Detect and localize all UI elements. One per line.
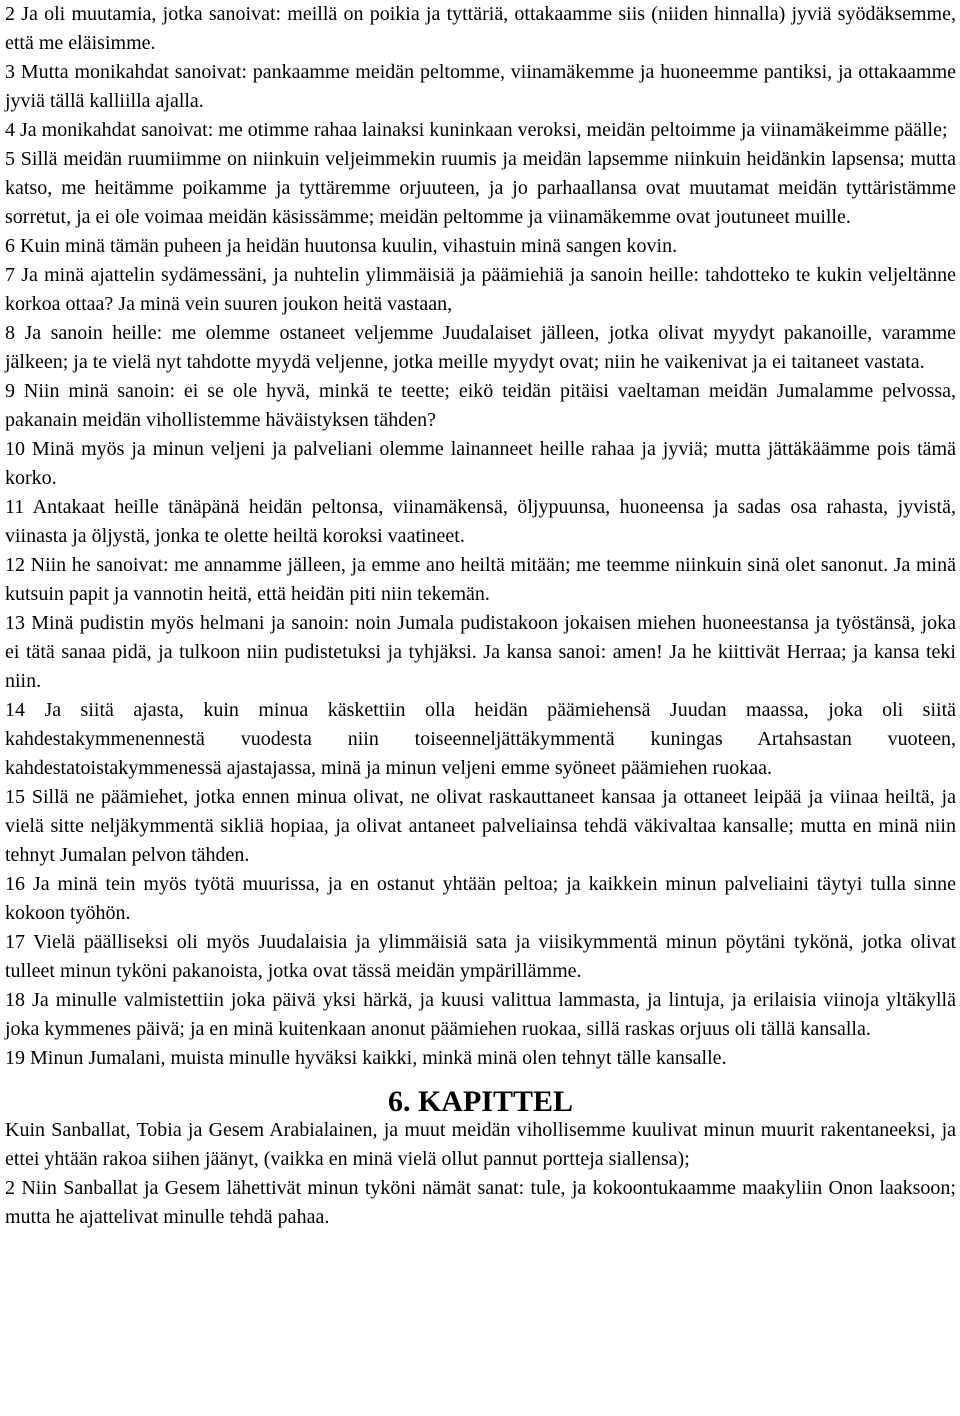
verse-4: 4 Ja monikahdat sanoivat: me otimme rahaa lainaksi kuninkaan veroksi, meidän peltoimme ja viinamäkeimme päälle; bbox=[5, 119, 948, 141]
verse-8: 8 Ja sanoin heille: me olemme ostaneet veljemme Juudalaiset jälleen, jotka olivat myydyt pakanoille, varamme jälkeen; ja te vielä nyt tahdotte myydä veljenne, jotka meille myydyt ovat; niin he vaikenivat ja ei taitaneet vastata. bbox=[5, 322, 956, 373]
verse-10: 10 Minä myös ja minun veljeni ja palveliani olemme lainanneet heille rahaa ja jyviä; mutta jättäkäämme pois tämä korko. bbox=[5, 438, 956, 489]
verse-5: 5 Sillä meidän ruumiimme on niinkuin veljeimmekin ruumis ja meidän lapsemme niinkuin heidänkin lapsensa; mutta katso, me heitämme poikamme ja tyttäremme orjuuteen, ja jo parhaallansa ovat muutamat meidän tyttäristämme sorretut, ja ei ole voimaa meidän käsissämme; meidän peltomme ja viinamäkemme ovat joutuneet muille. bbox=[5, 148, 956, 228]
verse-6: 6 Kuin minä tämän puheen ja heidän huutonsa kuulin, vihastuin minä sangen kovin. bbox=[5, 235, 678, 257]
verse-16: 16 Ja minä tein myös työtä muurissa, ja en ostanut yhtään peltoa; ja kaikkein minun palveliaini täytyi tulla sinne kokoon työhön. bbox=[5, 873, 956, 924]
verse-9: 9 Niin minä sanoin: ei se ole hyvä, minkä te teette; eikö teidän pitäisi vaeltaman meidän Jumalamme pelvossa, pakanain meidän vihollistemme häväistyksen tähden? bbox=[5, 380, 956, 431]
verse-17: 17 Vielä päälliseksi oli myös Juudalaisia ja ylimmäisiä sata ja viisikymmentä minun pöytäni tykönä, jotka olivat tulleet minun tyköni pakanoista, jotka ovat tässä meidän ympärillämme. bbox=[5, 931, 956, 982]
verse-11: 11 Antakaat heille tänäpänä heidän peltonsa, viinamäkensä, öljypuunsa, huoneensa ja sadas osa rahasta, jyvistä, viinasta ja öljystä, jonka te olette heiltä koroksi vaatineet. bbox=[5, 496, 956, 547]
verse-13: 13 Minä pudistin myös helmani ja sanoin: noin Jumala pudistakoon jokaisen miehen huoneestansa ja työstänsä, joka ei tätä sanaa pidä, ja tulkoon niin pudistetuksi ja tyhjäksi. Ja kansa sanoi: amen! Ja he kiittivät Herraa; ja kansa teki niin. bbox=[5, 612, 956, 692]
chapter-verse-2: 2 Niin Sanballat ja Gesem lähettivät minun tyköni nämät sanat: tule, ja kokoontukaamme maakyliin Onon laaksoon; mutta he ajattelivat minulle tehdä pahaa. bbox=[5, 1177, 956, 1228]
document-page bbox=[5, 0, 956, 1232]
verse-7: 7 Ja minä ajattelin sydämessäni, ja nuhtelin ylimmäisiä ja päämiehiä ja sanoin heille: tahdotteko te kukin veljeltänne korkoa ottaa? Ja minä vein suuren joukon heitä vastaan, bbox=[5, 264, 956, 315]
verse-18: 18 Ja minulle valmistettiin joka päivä yksi härkä, ja kuusi valittua lammasta, ja lintuja, ja erilaisia viinoja yltäkyllä joka kymmenes päivä; ja en minä kuitenkaan anonut päämiehen ruokaa, sillä raskas orjuus oli tällä kansalla. bbox=[5, 989, 956, 1040]
verse-14: 14 Ja siitä ajasta, kuin minua käskettiin olla heidän päämiehensä Juudan maassa, joka oli siitä kahdestakymmenennestä vuodesta niin toiseenneljättäkymmentä kuningas Artahsastan vuoteen, kahdestatoistakymmenessä ajastajassa, minä ja minun veljeni emme syöneet päämiehen ruokaa. bbox=[5, 699, 956, 779]
chapter-intro-verse: Kuin Sanballat, Tobia ja Gesem Arabialainen, ja muut meidän vihollisemme kuulivat minun muurit rakentaneeksi, ja ettei yhtään rakoa siihen jäänyt, (vaikka en minä vielä ollut pannut portteja siallensa); bbox=[5, 1119, 956, 1170]
verse-19: 19 Minun Jumalani, muista minulle hyväksi kaikki, minkä minä olen tehnyt tälle kansalle. bbox=[5, 1047, 727, 1069]
chapter-heading: 6. KAPITTEL bbox=[387, 1085, 574, 1118]
verse-3: 3 Mutta monikahdat sanoivat: pankaamme meidän peltomme, viinamäkemme ja huoneemme pantiksi, ja ottakaamme jyviä tällä kalliilla ajalla. bbox=[5, 61, 956, 112]
verse-12: 12 Niin he sanoivat: me annamme jälleen, ja emme ano heiltä mitään; me teemme niinkuin sinä olet sanonut. Ja minä kutsuin papit ja vannotin heitä, että heidän piti niin tekemän. bbox=[5, 554, 956, 605]
verse-15: 15 Sillä ne päämiehet, jotka ennen minua olivat, ne olivat raskauttaneet kansaa ja ottaneet leipää ja viinaa heiltä, ja vielä sitte neljäkymmentä sikliä hopiaa, ja olivat antaneet palveliainsa tehdä väkivaltaa kansalle; mutta en minä niin tehnyt Jumalan pelvon tähden. bbox=[5, 786, 956, 866]
verse-2: 2 Ja oli muutamia, jotka sanoivat: meillä on poikia ja tyttäriä, ottakaamme siis (niiden hinnalla) jyviä syödäksemme, että me eläisimme. bbox=[5, 3, 956, 54]
